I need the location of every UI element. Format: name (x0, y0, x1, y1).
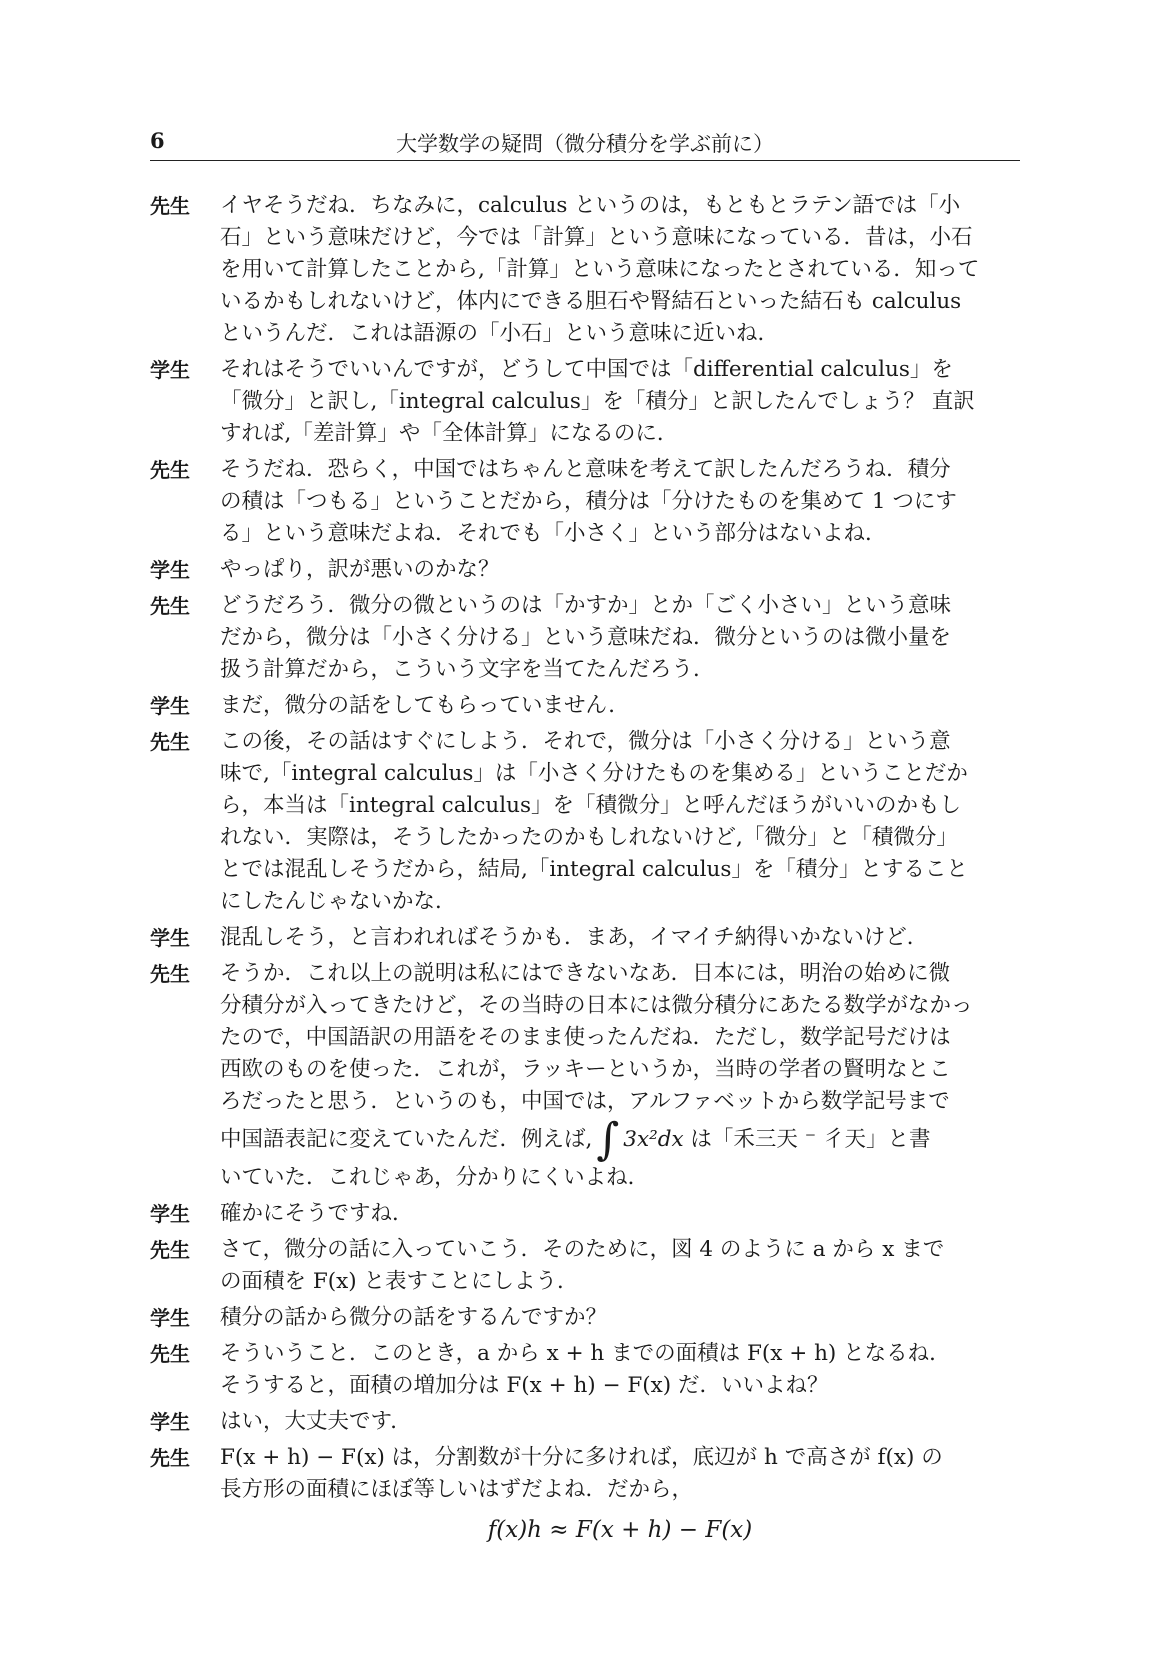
text-line: 積分の話から微分の話をするんですか？ (220, 1305, 608, 1330)
dialogue-entry (150, 554, 1020, 586)
speaker-label: 学生 (150, 694, 190, 718)
integral-line (220, 1114, 1020, 1165)
entry-text (220, 354, 1020, 450)
dialogue (150, 190, 1020, 1552)
text-fragment: 中国語表記に変えていたんだ．例えば, (220, 1127, 593, 1152)
entry-text (220, 726, 1020, 918)
text-line: この後，その話はすぐにしよう．それで，微分は「小さく分ける」という意 (220, 729, 951, 754)
entry-text (220, 454, 1020, 550)
speaker-label: 先生 (150, 1238, 190, 1262)
text-line: る」という意味だよね．それでも「小さく」という部分はないよね． (220, 521, 887, 546)
text-line: そうすると，面積の増加分は F(x + h) − F(x) だ．いいよね？ (220, 1373, 829, 1398)
dialogue-entry (150, 354, 1020, 450)
text-line: まだ，微分の話をしてもらっていません． (220, 693, 630, 718)
speaker-label: 先生 (150, 1446, 190, 1470)
text-line: イヤそうだね．ちなみに，calculus というのは，もともとラテン語では「小 (220, 193, 961, 218)
text-line: 扱う計算だから，こういう文字を当てたんだろう． (220, 657, 715, 682)
dialogue-entry (150, 726, 1020, 918)
text-line: の面積を F(x) と表すことにしよう． (220, 1269, 579, 1294)
entry-text (220, 590, 1020, 686)
text-line: 確かにそうですね． (220, 1201, 414, 1226)
text-line: 分積分が入ってきたけど，その当時の日本には微分積分にあたる数学がなかっ (220, 993, 973, 1018)
speaker-label: 学生 (150, 1306, 190, 1330)
text-line: F(x + h) − F(x) は，分割数が十分に多ければ，底辺が h で高さが f(x) の (220, 1445, 943, 1470)
dialogue-entry (150, 1198, 1020, 1230)
text-line: そうか．これ以上の説明は私にはできないなあ．日本には，明治の始めに微 (220, 961, 951, 986)
speaker-label: 学生 (150, 926, 190, 950)
entry-text (220, 1406, 1020, 1438)
dialogue-entry (150, 190, 1020, 350)
dialogue-entry (150, 590, 1020, 686)
display-formula: f(x)h ≈ F(x + h) − F(x) (487, 1517, 753, 1543)
running-header (150, 128, 1020, 161)
text-line: ら，本当は「integral calculus」を「積微分」と呼んだほうがいいのかもし (220, 793, 962, 818)
speaker-label: 学生 (150, 1202, 190, 1226)
text-line: にしたんじゃないかな． (220, 889, 457, 914)
running-title: 大学数学の疑問（微分積分を学ぶ前に） (396, 132, 774, 156)
text-line: いていた．これじゃあ，分かりにくいよね． (220, 1165, 650, 1190)
entry-text (220, 1338, 1020, 1402)
integrand: 3x²dx (623, 1127, 684, 1152)
dialogue-entry (150, 958, 1020, 1194)
speaker-label: 先生 (150, 594, 190, 618)
speaker-label: 学生 (150, 1410, 190, 1434)
speaker-label: 先生 (150, 1342, 190, 1366)
text-line: 味で,「integral calculus」は「小さく分けたものを集める」ということだか (220, 761, 968, 786)
text-line: たので，中国語訳の用語をそのまま使ったんだね．ただし，数学記号だけは (220, 1025, 951, 1050)
text-line: 石」という意味だけど，今では「計算」という意味になっている．昔は，小石 (220, 225, 973, 250)
text-line: の積は「つもる」ということだから，積分は「分けたものを集めて 1 つにす (220, 489, 957, 514)
text-line: ろだったと思う．というのも，中国では，アルファベットから数学記号まで (220, 1089, 950, 1114)
entry-text (220, 958, 1020, 1194)
entry-text (220, 190, 1020, 350)
entry-text (220, 554, 1020, 586)
text-line: というんだ．これは語源の「小石」という意味に近いね． (220, 321, 780, 346)
text-line: 西欧のものを使った．これが，ラッキーというか，当時の学者の賢明なとこ (220, 1057, 951, 1082)
entry-text (220, 1442, 1020, 1506)
speaker-label: 先生 (150, 458, 190, 482)
text-line: すれば,「差計算」や「全体計算」になるのに． (220, 421, 679, 446)
speaker-label: 先生 (150, 962, 190, 986)
speaker-label: 先生 (150, 194, 190, 218)
text-line: 混乱しそう，と言われればそうかも．まあ，イマイチ納得いかないけど． (220, 925, 929, 950)
text-fragment: は「禾三天 ⁻ 彳天」と書 (683, 1127, 931, 1152)
entry-text (220, 1198, 1020, 1230)
text-line: そういうこと．このとき，a から x + h までの面積は F(x + h) となるね． (220, 1341, 951, 1366)
text-line: 長方形の面積にほぼ等しいはずだよね．だから， (220, 1477, 694, 1502)
dialogue-entry (150, 1338, 1020, 1402)
text-line: を用いて計算したことから,「計算」という意味になったとされている．知って (220, 257, 980, 282)
text-line: さて，微分の話に入っていこう．そのために，図 4 のように a から x まで (220, 1237, 945, 1262)
dialogue-entry (150, 922, 1020, 954)
speaker-label: 学生 (150, 558, 190, 582)
text-line: どうだろう．微分の微というのは「かすか」とか「ごく小さい」という意味 (220, 593, 952, 618)
text-line: はい，大丈夫です． (220, 1409, 412, 1434)
dialogue-entry (150, 1406, 1020, 1438)
speaker-label: 学生 (150, 358, 190, 382)
text-line: とでは混乱しそうだから，結局,「integral calculus」を「積分」とすること (220, 857, 968, 882)
text-line: そうだね．恐らく，中国ではちゃんと意味を考えて訳したんだろうね．積分 (220, 457, 951, 482)
entry-text (220, 922, 1020, 954)
text-line: やっぱり，訳が悪いのかな？ (220, 557, 500, 582)
entry-text (220, 1302, 1020, 1334)
page-number: 6 (150, 128, 165, 153)
dialogue-entry (150, 1302, 1020, 1334)
integral-sign: ∫ (596, 1114, 620, 1165)
text-line: れない．実際は，そうしたかったのかもしれないけど,「微分」と「積微分」 (220, 825, 958, 850)
text-line: 「微分」と訳し,「integral calculus」を「積分」と訳したんでしょう？ 直訳 (220, 389, 975, 414)
dialogue-entry (150, 690, 1020, 722)
text-line: それはそうでいいんですが，どうして中国では「differential calculus」を (220, 357, 953, 382)
entry-text (220, 1234, 1020, 1298)
dialogue-entry (150, 1234, 1020, 1298)
entry-text (220, 690, 1020, 722)
text-line: いるかもしれないけど，体内にできる胆石や腎結石といった結石も calculus (220, 289, 962, 314)
text-line: だから，微分は「小さく分ける」という意味だね．微分というのは微小量を (220, 625, 952, 650)
dialogue-entry (150, 454, 1020, 550)
speaker-label: 先生 (150, 730, 190, 754)
dialogue-entry (150, 1442, 1020, 1548)
